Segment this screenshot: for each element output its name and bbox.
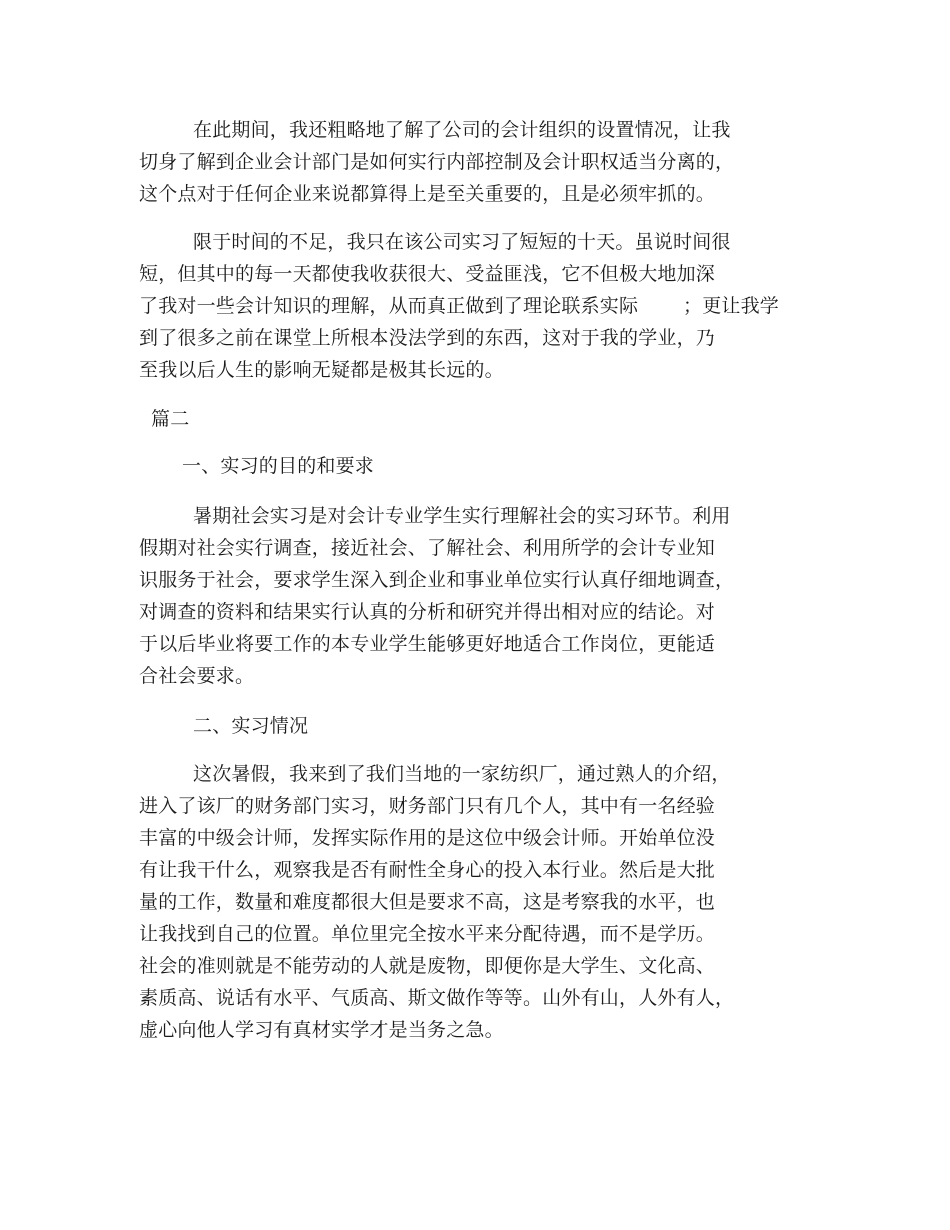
text-line: 到了很多之前在课堂上所根本没法学到的东西，这对于我的学业，乃 [139, 327, 716, 349]
text-line: 假期对社会实行调查，接近社会、了解社会、利用所学的会计专业知 [139, 537, 716, 559]
text-line: 量的工作，数量和难度都很大但是要求不高，这是考察我的水平，也 [139, 891, 716, 913]
text-line-fragment: ；更让我学 [683, 295, 780, 317]
text-line: 至我以后人生的影响无疑都是极其长远的。 [139, 359, 504, 381]
text-line: 进入了该厂的财务部门实习，财务部门只有几个人，其中有一名经验 [139, 795, 716, 817]
text-line: 让我找到自己的位置。单位里完全按水平来分配待遇，而不是学历。 [139, 923, 716, 945]
text-line: 合社会要求。 [139, 665, 255, 687]
section-title-text: 篇二 [151, 408, 190, 430]
text-line: 对调查的资料和结果实行认真的分析和研究并得出相对应的结论。对 [139, 601, 716, 623]
text-line: 限于时间的不足，我只在该公司实习了短短的十天。虽说时间很 [193, 231, 731, 253]
text-line: 素质高、说话有水平、气质高、斯文做作等等。山外有山，人外有人， [139, 987, 735, 1009]
text-line: 丰富的中级会计师，发挥实际作用的是这位中级会计师。开始单位没 [139, 827, 716, 849]
text-line: 社会的准则就是不能劳动的人就是废物，即便你是大学生、文化高、 [139, 955, 716, 977]
text-line: 识服务于社会，要求学生深入到企业和事业单位实行认真仔细地调查， [139, 569, 735, 591]
text-line: 虚心向他人学习有真材实学才是当务之急。 [139, 1019, 504, 1041]
text-line: 有让我干什么，观察我是否有耐性全身心的投入本行业。然后是大批 [139, 859, 716, 881]
text-line: 在此期间，我还粗略地了解了公司的会计组织的设置情况，让我 [193, 119, 731, 141]
text-line: 暑期社会实习是对会计专业学生实行理解社会的实习环节。利用 [193, 505, 731, 527]
text-line: 短，但其中的每一天都使我收获很大、受益匪浅，它不但极大地加深 [139, 263, 716, 285]
text-line: 了我对一些会计知识的理解，从而真正做到了理论联系实际 [139, 295, 639, 317]
heading-text: 二、实习情况 [193, 715, 309, 737]
text-line: 于以后毕业将要工作的本专业学生能够更好地适合工作岗位，更能适 [139, 633, 716, 655]
heading-text: 一、实习的目的和要求 [182, 455, 375, 477]
text-line: 切身了解到企业会计部门是如何实行内部控制及会计职权适当分离的， [139, 151, 735, 173]
text-line: 这个点对于任何企业来说都算得上是至关重要的，且是必须牢抓的。 [139, 183, 716, 205]
text-line: 这次暑假，我来到了我们当地的一家纺织厂，通过熟人的介绍， [193, 763, 731, 785]
